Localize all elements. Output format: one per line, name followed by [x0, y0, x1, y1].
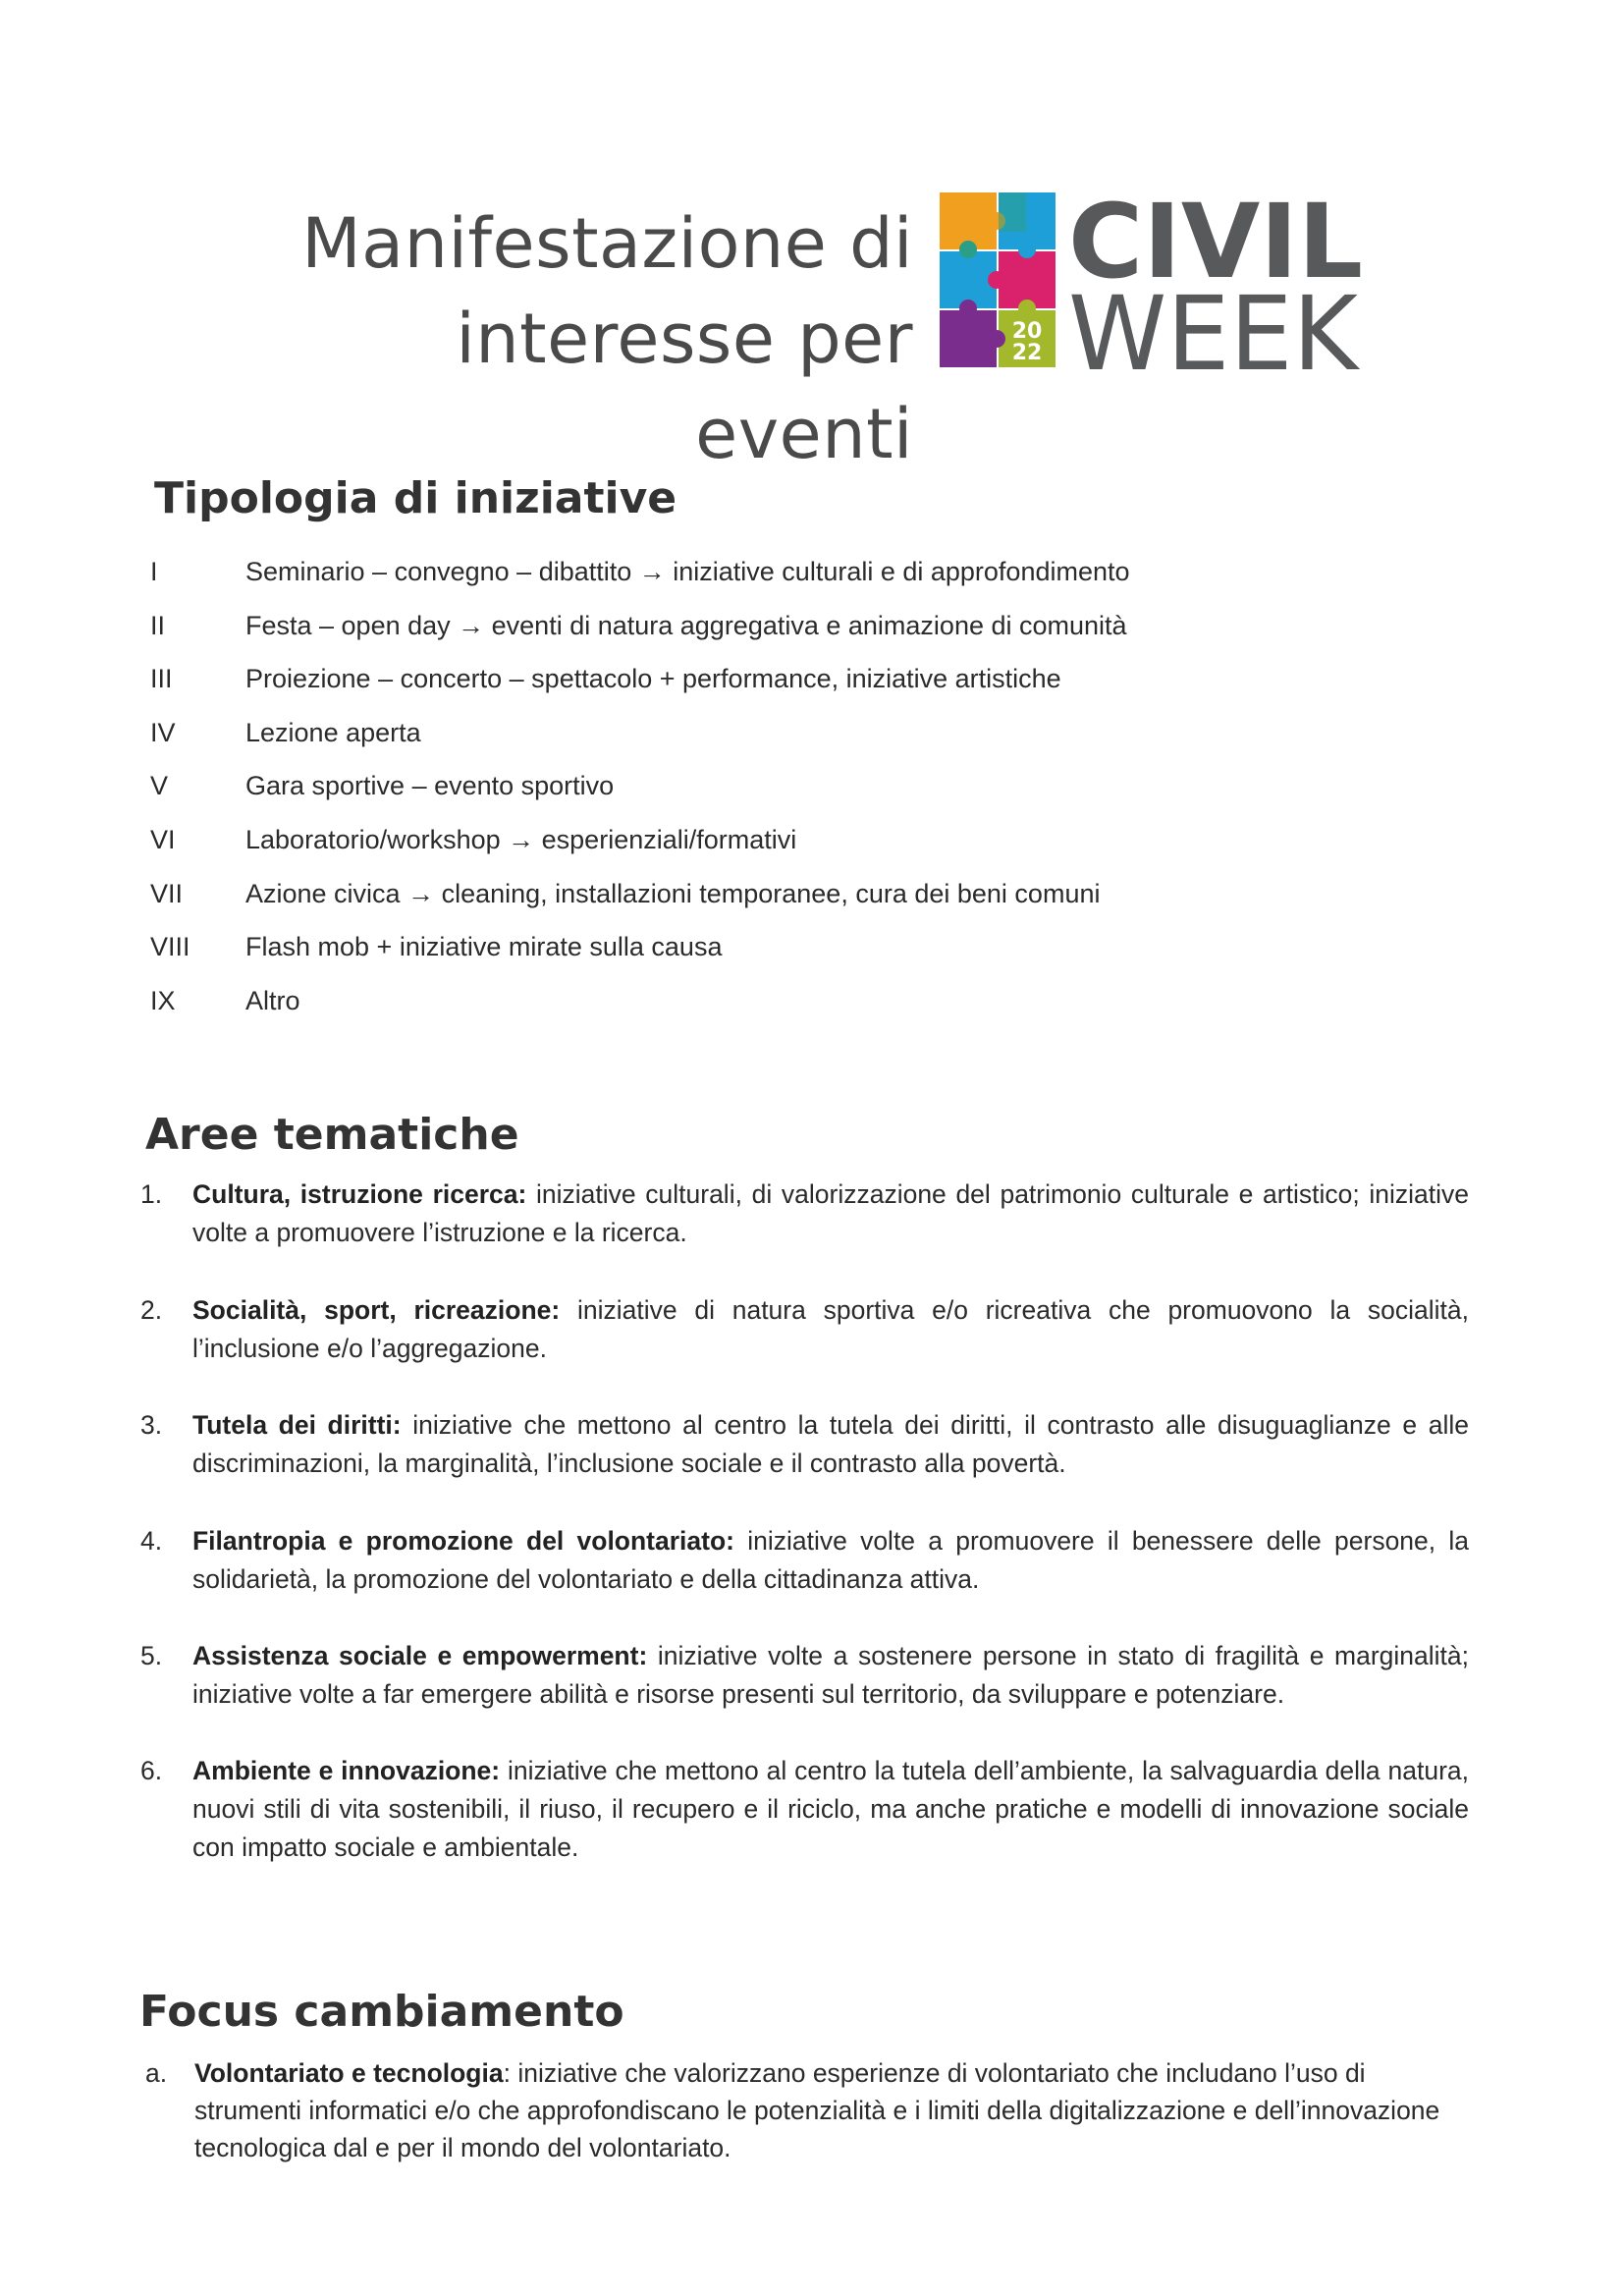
aree-item — [140, 1406, 1469, 1483]
aree-item-number: 6. — [140, 1756, 163, 1785]
focus-item — [145, 2054, 1461, 2166]
tipologia-item-number: I — [150, 557, 158, 586]
tipologia-item-text: Lezione aperta — [245, 717, 421, 747]
aree-item-text: iniziative volte a promuovere il benessere delle persone, la solidarietà, la promozione del volontariato e della cittadinanza attiva. — [192, 1526, 1469, 1594]
tipologia-item-number: V — [150, 771, 169, 801]
logo-word-week: WEEK — [1068, 274, 1361, 375]
tipologia-item-number: III — [150, 664, 173, 694]
tipologia-item-text: Gara sportive – evento sportivo — [245, 771, 615, 801]
tipologia-heading: Tipologia di iniziative — [154, 473, 677, 523]
tipologia-item — [147, 759, 1424, 813]
focus-item-letter: a. — [145, 2058, 168, 2088]
tipologia-list — [147, 545, 1424, 1027]
aree-item-label: Socialità, sport, ricreazione: — [192, 1295, 561, 1325]
tipologia-item — [147, 920, 1424, 974]
focus-heading: Focus cambiamento — [139, 1987, 624, 2037]
tipologia-item — [147, 652, 1424, 706]
aree-item-number: 3. — [140, 1410, 163, 1440]
aree-item — [140, 1637, 1469, 1714]
aree-item-number: 4. — [140, 1526, 163, 1556]
tipologia-item-text: Flash mob + iniziative mirate sulla causa — [245, 932, 723, 962]
aree-item-body — [192, 1522, 1469, 1599]
focus-item-text: : iniziative che valorizzano esperienze di volontariato che includano l’uso di strumenti informatici e/o che approfondiscano le potenzialità e i limiti della digitalizzazione e dell’innovazione tecnologica dal e per il mondo del volontariato. — [194, 2058, 1440, 2162]
document-title — [285, 196, 913, 482]
tipologia-item — [147, 706, 1424, 760]
tipologia-item-text: Seminario – convegno – dibattito → iniziative culturali e di approfondimento — [245, 557, 1130, 586]
tipologia-item-number: II — [150, 610, 166, 640]
aree-item-body — [192, 1752, 1469, 1867]
aree-item-label: Filantropia e promozione del volontariato: — [192, 1526, 734, 1556]
tipologia-item-text: Proiezione – concerto – spettacolo + performance, iniziative artistiche — [245, 664, 1061, 694]
title-line-2: interesse per eventi — [456, 299, 913, 474]
aree-item-text: iniziative volte a sostenere persone in stato di fragilità e marginalità; iniziative volte a far emergere abilità e risorse presenti sul territorio, da sviluppare e potenziare. — [192, 1641, 1469, 1709]
aree-item-label: Cultura, istruzione ricerca: — [192, 1179, 527, 1209]
aree-item-label: Tutela dei diritti: — [192, 1410, 402, 1440]
aree-item — [140, 1752, 1469, 1867]
aree-item-text: iniziative che mettono al centro la tutela dei diritti, il contrasto alle disuguaglianze e alle discriminazioni, la marginalità, l’inclusione sociale e il contrasto alla povertà. — [192, 1410, 1469, 1478]
logo-word-civil: CIVIL — [1068, 189, 1363, 301]
tipologia-item-text: Festa – open day → eventi di natura aggregativa e animazione di comunità — [245, 610, 1127, 640]
aree-item-number: 1. — [140, 1179, 163, 1209]
aree-item — [140, 1175, 1469, 1252]
tipologia-item-text: Azione civica → cleaning, installazioni temporanee, cura dei beni comuni — [245, 878, 1101, 908]
aree-item-number: 5. — [140, 1641, 163, 1670]
tipologia-item — [147, 545, 1424, 599]
aree-item-number: 2. — [140, 1295, 163, 1325]
title-line-1: Manifestazione di — [301, 203, 913, 284]
logo-year-bottom: 22 — [1011, 341, 1043, 365]
aree-item — [140, 1522, 1469, 1599]
tipologia-item — [147, 974, 1424, 1028]
tipologia-item-text: Laboratorio/workshop → esperienziali/formativi — [245, 824, 797, 854]
civil-week-logo — [938, 189, 1370, 375]
aree-item-body — [192, 1637, 1469, 1714]
aree-item-body — [192, 1406, 1469, 1483]
focus-item-label: Volontariato e tecnologia — [194, 2058, 504, 2088]
focus-item-body — [194, 2054, 1461, 2166]
tipologia-item-number: IV — [150, 717, 176, 747]
aree-item-body — [192, 1291, 1469, 1368]
tipologia-item — [147, 599, 1424, 653]
aree-item-text: iniziative di natura sportiva e/o ricreativa che promuovono la socialità, l’inclusione e/o l’aggregazione. — [192, 1295, 1469, 1363]
aree-heading: Aree tematiche — [145, 1110, 519, 1160]
tipologia-item-number: VIII — [150, 932, 190, 962]
tipologia-item — [147, 867, 1424, 921]
aree-item-text: iniziative culturali, di valorizzazione del patrimonio culturale e artistico; iniziative volte a promuovere l’istruzione e la ricerca. — [192, 1179, 1469, 1247]
tipologia-item — [147, 813, 1424, 867]
aree-item-text: iniziative che mettono al centro la tutela dell’ambiente, la salvaguardia della natura, nuovi stili di vita sostenibili, il riuso, il recupero e il riciclo, ma anche pratiche e modelli di innovazione sociale con impatto sociale e ambientale. — [192, 1756, 1469, 1862]
aree-item-label: Assistenza sociale e empowerment: — [192, 1641, 648, 1670]
tipologia-item-number: VI — [150, 824, 176, 854]
logo-year-top: 20 — [1011, 319, 1043, 344]
tipologia-item-number: VII — [150, 878, 184, 908]
aree-item — [140, 1291, 1469, 1368]
aree-item-body — [192, 1175, 1469, 1252]
tipologia-item-text: Altro — [245, 985, 300, 1015]
tipologia-item-number: IX — [150, 985, 176, 1015]
aree-item-label: Ambiente e innovazione: — [192, 1756, 501, 1785]
